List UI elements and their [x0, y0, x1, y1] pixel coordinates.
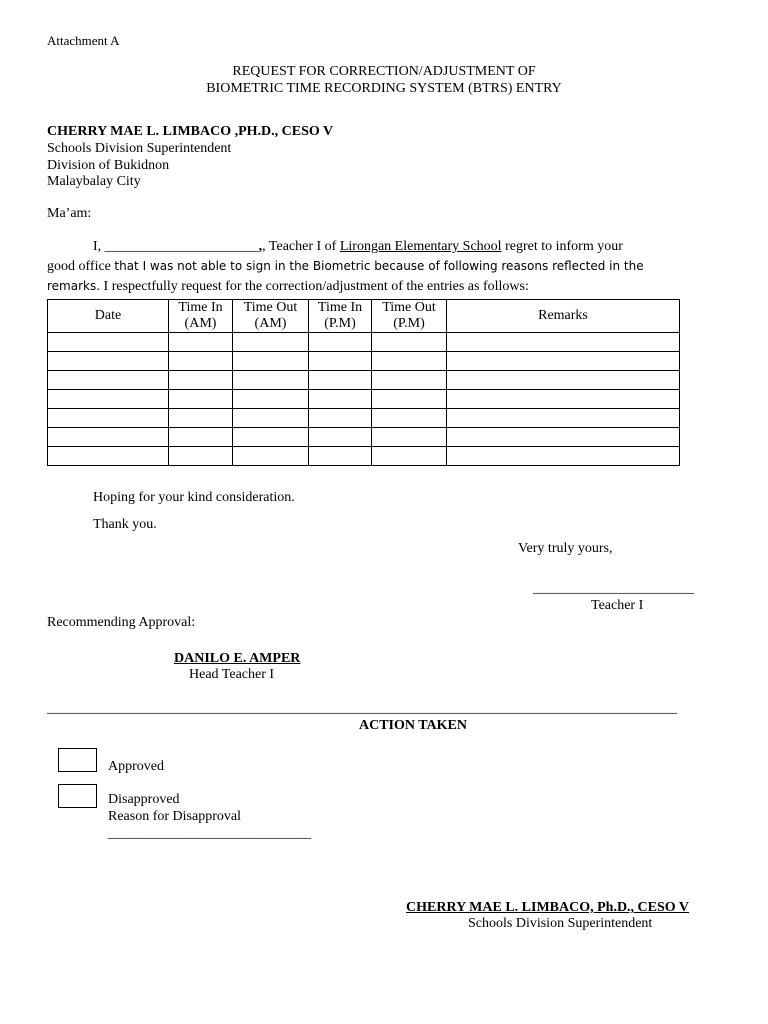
table-cell[interactable]: [233, 428, 309, 447]
closing-hoping: Hoping for your kind consideration.: [93, 490, 295, 505]
reason-line: _____________________________: [108, 826, 311, 841]
table-cell[interactable]: [447, 333, 680, 352]
reason-label: Reason for Disapproval: [108, 809, 241, 824]
table-cell[interactable]: [372, 352, 447, 371]
approved-label: Approved: [108, 759, 164, 774]
table-cell[interactable]: [48, 333, 169, 352]
header-remarks: Remarks: [447, 300, 680, 333]
disapproved-label: Disapproved: [108, 792, 180, 807]
table-cell[interactable]: [447, 371, 680, 390]
action-taken-title: ACTION TAKEN: [358, 718, 467, 733]
table-cell[interactable]: [233, 371, 309, 390]
table-cell[interactable]: [233, 390, 309, 409]
table-row: [48, 447, 680, 466]
teacher-signature-line: _______________________: [533, 581, 694, 596]
table-cell[interactable]: [48, 352, 169, 371]
signatory-position: Schools Division Superintendent: [468, 916, 653, 931]
table-cell[interactable]: [169, 428, 233, 447]
body-text-1b: , Teacher I of: [262, 239, 340, 254]
teacher-title: Teacher I: [591, 598, 644, 613]
table-cell[interactable]: [169, 371, 233, 390]
table-cell[interactable]: [169, 390, 233, 409]
header-time-out-am: Time Out (AM): [233, 300, 309, 333]
table-cell[interactable]: [233, 447, 309, 466]
form-title-line1: REQUEST FOR CORRECTION/ADJUSTMENT OF: [232, 64, 536, 79]
form-title-line2: BIOMETRIC TIME RECORDING SYSTEM (BTRS) ENTRY: [206, 81, 562, 96]
approved-checkbox[interactable]: [58, 748, 97, 772]
recommending-label: Recommending Approval:: [47, 615, 196, 630]
table-cell[interactable]: [48, 371, 169, 390]
signatory-name: CHERRY MAE L. LIMBACO, Ph.D., CESO V: [406, 900, 690, 915]
table-cell[interactable]: [233, 352, 309, 371]
table-cell[interactable]: [372, 371, 447, 390]
section-divider: __________________________________________________________________________________________: [47, 701, 677, 716]
table-cell[interactable]: [447, 352, 680, 371]
table-cell[interactable]: [169, 333, 233, 352]
body-text-3b: I respectfully request for the correction/adjustment of the entries as follows:: [100, 279, 529, 294]
table-cell[interactable]: [372, 390, 447, 409]
closing-very-truly: Very truly yours,: [518, 541, 613, 556]
header-time-in-am: Time In (AM): [169, 300, 233, 333]
header-time-out-pm: Time Out (P.M): [372, 300, 447, 333]
addressee-name: CHERRY MAE L. LIMBACO ,PH.D., CESO V: [47, 124, 334, 139]
table-cell[interactable]: [48, 409, 169, 428]
table-cell[interactable]: [372, 409, 447, 428]
recommending-name: DANILO E. AMPER: [174, 651, 301, 666]
body-line-3: [47, 279, 529, 295]
entries-table: [47, 299, 680, 466]
header-time-in-pm: Time In (P.M): [309, 300, 372, 333]
header-date: Date: [48, 300, 169, 333]
table-cell[interactable]: [169, 447, 233, 466]
table-row: [48, 333, 680, 352]
table-cell[interactable]: [372, 333, 447, 352]
table-cell[interactable]: [372, 447, 447, 466]
table-cell[interactable]: [447, 409, 680, 428]
table-cell[interactable]: [233, 409, 309, 428]
salutation: Ma’am:: [47, 206, 92, 221]
table-cell[interactable]: [233, 333, 309, 352]
table-row: [48, 409, 680, 428]
table-cell[interactable]: [372, 428, 447, 447]
table-cell[interactable]: [169, 409, 233, 428]
table-cell[interactable]: [309, 352, 372, 371]
table-cell[interactable]: [169, 352, 233, 371]
table-cell[interactable]: [309, 428, 372, 447]
addressee-position: Schools Division Superintendent: [47, 141, 232, 156]
body-line-1: [93, 239, 623, 255]
body-text-3a: remarks.: [47, 279, 101, 293]
body-line-2: [47, 259, 644, 275]
table-cell[interactable]: [48, 447, 169, 466]
recommending-position: Head Teacher I: [189, 667, 275, 682]
table-cell[interactable]: [447, 428, 680, 447]
table-row: [48, 428, 680, 447]
table-cell[interactable]: [447, 390, 680, 409]
table-cell[interactable]: [309, 390, 372, 409]
table-cell[interactable]: [48, 390, 169, 409]
body-text-2b: that I was not able to sign in the Biometric because of following reasons reflected in the: [114, 259, 644, 273]
table-cell[interactable]: [447, 447, 680, 466]
table-row: [48, 390, 680, 409]
table-row: [48, 371, 680, 390]
table-cell[interactable]: [48, 428, 169, 447]
addressee-city: Malaybalay City: [47, 174, 141, 189]
name-blank: I, ______________________: [93, 239, 259, 254]
closing-thanks: Thank you.: [93, 517, 157, 532]
table-header-row: [48, 300, 680, 333]
addressee-division: Division of Bukidnon: [47, 158, 170, 173]
table-cell[interactable]: [309, 333, 372, 352]
attachment-label: Attachment A: [47, 33, 120, 48]
body-text-1c: regret to inform your: [501, 239, 623, 254]
table-cell[interactable]: [309, 409, 372, 428]
table-row: [48, 352, 680, 371]
disapproved-checkbox[interactable]: [58, 784, 97, 808]
table-cell[interactable]: [309, 447, 372, 466]
school-name: Lirongan Elementary School: [339, 239, 502, 254]
body-text-2a: good office: [47, 259, 115, 274]
table-cell[interactable]: [309, 371, 372, 390]
comma: ,: [258, 239, 263, 254]
